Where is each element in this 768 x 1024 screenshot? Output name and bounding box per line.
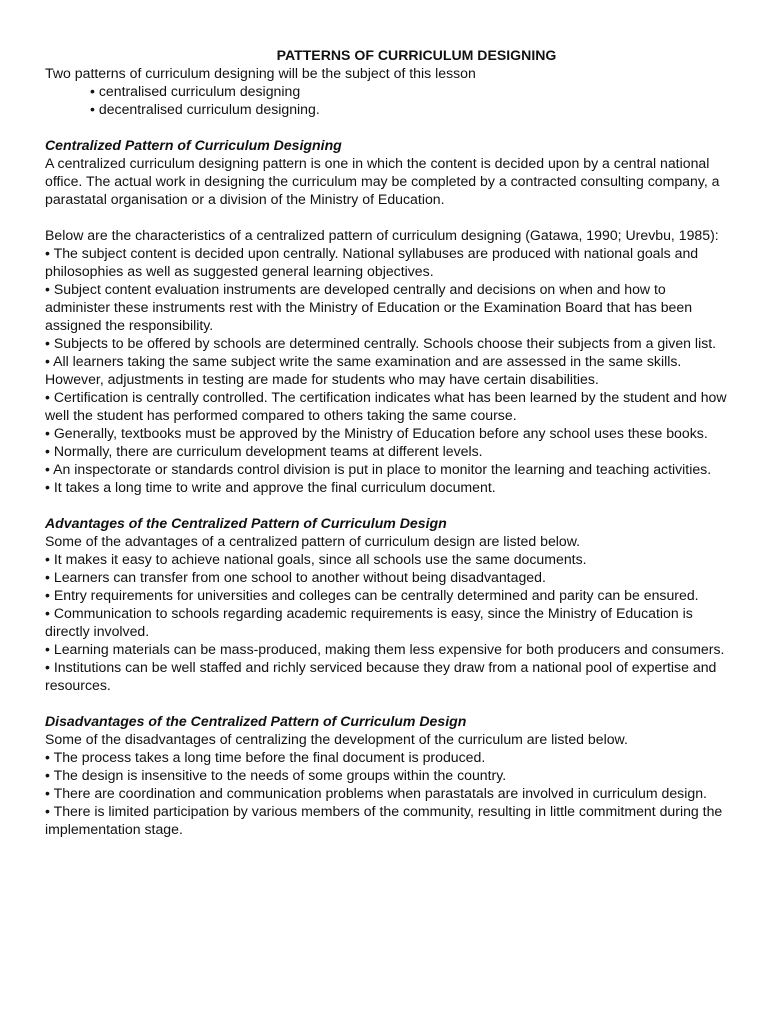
characteristic-bullet: • It takes a long time to write and approve the final curriculum document.: [45, 479, 496, 495]
disadvantages-intro: Some of the disadvantages of centralizing the development of the curriculum are listed below.: [45, 731, 628, 747]
characteristic-bullet: • An inspectorate or standards control division is put in place to monitor the learning and teaching activities.: [45, 461, 712, 477]
characteristic-bullet: • Subject content evaluation instruments are developed centrally and decisions on when and how to administer these instruments rest with the Ministry of Education or the Examination Board that has been assigned the responsibility.: [45, 281, 693, 333]
disadvantage-bullet: • The design is insensitive to the needs of some groups within the country.: [45, 767, 507, 783]
characteristic-bullet: • All learners taking the same subject write the same examination and are assessed in the same skills. However, adjustments in testing are made for students who may have certain disabilities.: [45, 353, 682, 387]
characteristic-bullet: • Generally, textbooks must be approved by the Ministry of Education before any school uses these books.: [45, 425, 708, 441]
characteristic-bullet: • Certification is centrally controlled. The certification indicates what has been learned by the student and how well the student has performed compared to others taking the same course.: [45, 389, 727, 423]
centralized-paragraph: A centralized curriculum designing pattern is one in which the content is decided upon by a central national office. The actual work in designing the curriculum may be completed by a contracted consulting company, a parastatal organisation or a division of the Ministry of Education.: [45, 155, 720, 207]
page-title: PATTERNS OF CURRICULUM DESIGNING: [276, 47, 557, 63]
characteristics-intro: Below are the characteristics of a centralized pattern of curriculum designing (Gatawa, 1990; Urevbu, 1985):: [45, 227, 719, 243]
paragraph-gap: [45, 208, 728, 226]
section-heading-centralized: Centralized Pattern of Curriculum Designing: [45, 137, 342, 153]
intro-bullet: • centralised curriculum designing: [90, 83, 301, 99]
advantage-bullet: • Institutions can be well staffed and richly serviced because they draw from a national pool of expertise and resources.: [45, 659, 717, 693]
intro-bullet: • decentralised curriculum designing.: [90, 101, 320, 117]
advantage-bullet: • Communication to schools regarding academic requirements is easy, since the Ministry of Education is: [45, 605, 693, 621]
advantage-bullet: • Learning materials can be mass-produced, making them less expensive for both producers and consumers.: [45, 641, 725, 657]
advantage-bullet-continuation: directly involved.: [45, 623, 150, 639]
section-heading-advantages: Advantages of the Centralized Pattern of Curriculum Design: [45, 515, 447, 531]
section-heading-disadvantages: Disadvantages of the Centralized Pattern of Curriculum Design: [45, 713, 467, 729]
advantage-bullet: • It makes it easy to achieve national goals, since all schools use the same documents.: [45, 551, 587, 567]
advantage-bullet: • Entry requirements for universities and colleges can be centrally determined and parity can be ensured.: [45, 587, 699, 603]
intro-text: Two patterns of curriculum designing will be the subject of this lesson: [45, 65, 476, 81]
characteristic-bullet: • The subject content is decided upon centrally. National syllabuses are produced with national goals and philosophies as well as suggested general learning objectives.: [45, 245, 699, 279]
advantage-bullet: • Learners can transfer from one school to another without being disadvantaged.: [45, 569, 546, 585]
disadvantage-bullet: • There is limited participation by various members of the community, resulting in little commitment during the implementation stage.: [45, 803, 723, 837]
disadvantage-bullet: • There are coordination and communication problems when parastatals are involved in curriculum design.: [45, 785, 707, 801]
characteristic-bullet: • Normally, there are curriculum development teams at different levels.: [45, 443, 483, 459]
characteristic-bullet: • Subjects to be offered by schools are determined centrally. Schools choose their subjects from a given list.: [45, 335, 717, 351]
disadvantage-bullet: • The process takes a long time before the final document is produced.: [45, 749, 486, 765]
advantages-intro: Some of the advantages of a centralized pattern of curriculum design are listed below.: [45, 533, 581, 549]
